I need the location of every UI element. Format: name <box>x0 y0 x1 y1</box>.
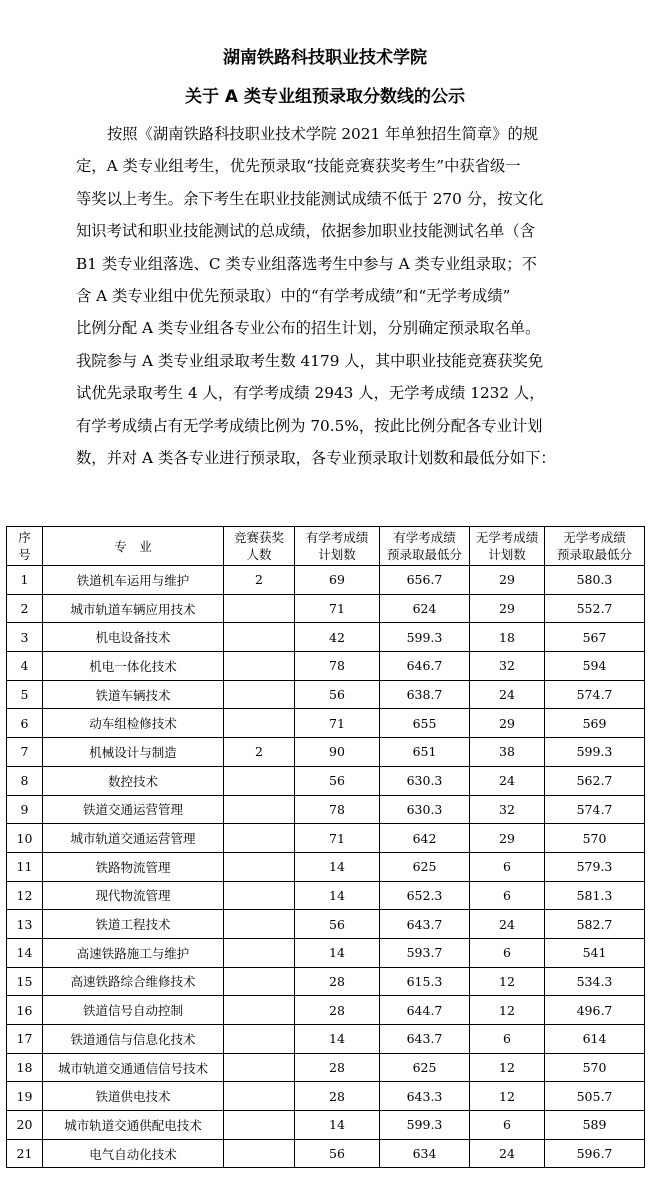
cell-award-count <box>224 938 295 967</box>
cell-with-score-plan: 14 <box>295 852 380 881</box>
cell-award-count <box>224 795 295 824</box>
header-without-score-plan: 无学考成绩 计划数 <box>470 527 545 566</box>
cell-major: 电气自动化技术 <box>43 1139 224 1168</box>
cell-major: 铁路物流管理 <box>43 852 224 881</box>
cell-with-score-plan: 28 <box>295 1082 380 1111</box>
cell-without-score-plan: 24 <box>470 910 545 939</box>
header-major: 专 业 <box>43 527 224 566</box>
cell-without-score-min: 534.3 <box>545 967 645 996</box>
table-row <box>7 1053 645 1082</box>
cell-with-score-min: 652.3 <box>380 881 470 910</box>
announcement-paragraph <box>76 118 576 474</box>
table-row <box>7 881 645 910</box>
cell-major: 机械设计与制造 <box>43 738 224 767</box>
header-with-score-plan: 有学考成绩 计划数 <box>295 527 380 566</box>
cell-award-count <box>224 1111 295 1140</box>
cell-seq: 4 <box>7 652 43 681</box>
cell-with-score-plan: 14 <box>295 881 380 910</box>
cell-with-score-plan: 69 <box>295 566 380 595</box>
paragraph-line: 等奖以上考生。余下考生在职业技能测试成绩不低于 270 分，按文化 <box>76 189 544 208</box>
paragraph-line: 我院参与 A 类专业组录取考生数 4179 人，其中职业技能竞赛获奖免 <box>76 351 544 370</box>
cell-without-score-min: 570 <box>545 1053 645 1082</box>
cell-with-score-min: 646.7 <box>380 652 470 681</box>
table-row <box>7 996 645 1025</box>
cell-with-score-min: 651 <box>380 738 470 767</box>
cell-with-score-min: 625 <box>380 852 470 881</box>
table-row <box>7 1139 645 1168</box>
cell-award-count <box>224 680 295 709</box>
cell-with-score-min: 630.3 <box>380 766 470 795</box>
table-row <box>7 738 645 767</box>
cell-seq: 19 <box>7 1082 43 1111</box>
cell-without-score-min: 505.7 <box>545 1082 645 1111</box>
cell-without-score-min: 614 <box>545 1025 645 1054</box>
table-row <box>7 566 645 595</box>
table-row <box>7 623 645 652</box>
cell-with-score-plan: 71 <box>295 594 380 623</box>
cell-award-count <box>224 1025 295 1054</box>
cell-without-score-plan: 32 <box>470 652 545 681</box>
cell-seq: 14 <box>7 938 43 967</box>
cell-without-score-plan: 6 <box>470 1111 545 1140</box>
cell-without-score-plan: 29 <box>470 566 545 595</box>
cell-with-score-min: 615.3 <box>380 967 470 996</box>
cell-major: 城市轨道交通运营管理 <box>43 824 224 853</box>
cell-without-score-min: 496.7 <box>545 996 645 1025</box>
cell-without-score-min: 552.7 <box>545 594 645 623</box>
cell-with-score-min: 630.3 <box>380 795 470 824</box>
paragraph-line: B1 类专业组落选、C 类专业组落选考生中参与 A 类专业组录取；不 <box>76 254 537 273</box>
cell-without-score-plan: 12 <box>470 1053 545 1082</box>
cell-without-score-min: 594 <box>545 652 645 681</box>
cell-major: 高速铁路综合维修技术 <box>43 967 224 996</box>
cell-major: 铁道通信与信息化技术 <box>43 1025 224 1054</box>
cell-seq: 11 <box>7 852 43 881</box>
cell-with-score-plan: 56 <box>295 766 380 795</box>
cell-with-score-min: 593.7 <box>380 938 470 967</box>
table-row <box>7 967 645 996</box>
cell-with-score-plan: 14 <box>295 1025 380 1054</box>
cell-major: 铁道工程技术 <box>43 910 224 939</box>
cell-major: 城市轨道交通供配电技术 <box>43 1111 224 1140</box>
cell-seq: 13 <box>7 910 43 939</box>
cell-seq: 21 <box>7 1139 43 1168</box>
cell-without-score-plan: 32 <box>470 795 545 824</box>
cell-with-score-min: 643.3 <box>380 1082 470 1111</box>
cell-with-score-min: 634 <box>380 1139 470 1168</box>
cell-without-score-min: 562.7 <box>545 766 645 795</box>
cell-seq: 1 <box>7 566 43 595</box>
cell-seq: 18 <box>7 1053 43 1082</box>
cell-award-count <box>224 996 295 1025</box>
cell-without-score-plan: 29 <box>470 824 545 853</box>
cell-without-score-min: 589 <box>545 1111 645 1140</box>
paragraph-line: 有学考成绩占有无学考成绩比例为 70.5%，按此比例分配各专业计划 <box>76 416 543 435</box>
table-row <box>7 766 645 795</box>
cell-without-score-plan: 6 <box>470 938 545 967</box>
cell-seq: 8 <box>7 766 43 795</box>
cell-without-score-min: 599.3 <box>545 738 645 767</box>
cell-major: 铁道车辆技术 <box>43 680 224 709</box>
table-row <box>7 1082 645 1111</box>
paragraph-line: 定，A 类专业组考生，优先预录取“技能竞赛获奖考生”中获省级一 <box>76 157 521 176</box>
cell-seq: 20 <box>7 1111 43 1140</box>
cell-seq: 3 <box>7 623 43 652</box>
notice-title: 关于 A 类专业组预录取分数线的公示 <box>185 87 465 107</box>
table-row <box>7 1025 645 1054</box>
cell-with-score-plan: 14 <box>295 938 380 967</box>
cell-award-count <box>224 852 295 881</box>
paragraph-line: 数，并对 A 类各专业进行预录取，各专业预录取计划数和最低分如下： <box>76 448 556 467</box>
cell-without-score-min: 567 <box>545 623 645 652</box>
cell-award-count <box>224 652 295 681</box>
paragraph-line: 比例分配 A 类专业组各专业公布的招生计划，分别确定预录取名单。 <box>76 319 541 338</box>
cell-without-score-min: 574.7 <box>545 795 645 824</box>
table-row <box>7 795 645 824</box>
paragraph-line: 按照《湖南铁路科技职业技术学院 2021 年单独招生简章》的规 <box>107 125 539 143</box>
cell-seq: 5 <box>7 680 43 709</box>
cell-award-count: 2 <box>224 738 295 767</box>
cell-without-score-plan: 6 <box>470 852 545 881</box>
table-header-row <box>7 527 645 566</box>
cell-with-score-min: 642 <box>380 824 470 853</box>
cell-with-score-min: 599.3 <box>380 623 470 652</box>
cell-without-score-plan: 24 <box>470 680 545 709</box>
cell-seq: 15 <box>7 967 43 996</box>
table-row <box>7 852 645 881</box>
cell-with-score-min: 655 <box>380 709 470 738</box>
table-row <box>7 1111 645 1140</box>
paragraph-line: 知识考试和职业技能测试的总成绩，依据参加职业技能测试名单（含 <box>76 222 535 241</box>
cell-with-score-plan: 56 <box>295 1139 380 1168</box>
cell-with-score-plan: 78 <box>295 795 380 824</box>
cell-award-count <box>224 910 295 939</box>
cell-major: 铁道供电技术 <box>43 1082 224 1111</box>
cell-with-score-min: 644.7 <box>380 996 470 1025</box>
cell-with-score-min: 599.3 <box>380 1111 470 1140</box>
cell-with-score-plan: 56 <box>295 910 380 939</box>
cell-without-score-plan: 24 <box>470 766 545 795</box>
cell-without-score-min: 596.7 <box>545 1139 645 1168</box>
cell-with-score-plan: 28 <box>295 967 380 996</box>
cell-with-score-min: 638.7 <box>380 680 470 709</box>
cell-award-count <box>224 1053 295 1082</box>
cell-major: 城市轨道车辆应用技术 <box>43 594 224 623</box>
cell-seq: 9 <box>7 795 43 824</box>
cell-with-score-plan: 28 <box>295 996 380 1025</box>
header-award-count: 竞赛获奖 人数 <box>224 527 295 566</box>
cell-award-count: 2 <box>224 566 295 595</box>
cell-with-score-plan: 71 <box>295 824 380 853</box>
cell-award-count <box>224 594 295 623</box>
cell-seq: 6 <box>7 709 43 738</box>
cell-award-count <box>224 824 295 853</box>
cell-without-score-min: 569 <box>545 709 645 738</box>
cell-without-score-plan: 38 <box>470 738 545 767</box>
cell-without-score-plan: 12 <box>470 1082 545 1111</box>
cell-with-score-min: 624 <box>380 594 470 623</box>
cell-major: 现代物流管理 <box>43 881 224 910</box>
table-row <box>7 709 645 738</box>
cell-without-score-min: 582.7 <box>545 910 645 939</box>
cell-seq: 7 <box>7 738 43 767</box>
cell-seq: 10 <box>7 824 43 853</box>
cell-major: 动车组检修技术 <box>43 709 224 738</box>
cell-major: 机电一体化技术 <box>43 652 224 681</box>
header-without-score-min: 无学考成绩 预录取最低分 <box>545 527 645 566</box>
cell-award-count <box>224 766 295 795</box>
cell-with-score-plan: 14 <box>295 1111 380 1140</box>
paragraph-line: 含 A 类专业组中优先预录取）中的“有学考成绩”和“无学考成绩” <box>76 286 511 305</box>
cell-with-score-min: 656.7 <box>380 566 470 595</box>
cell-major: 铁道信号自动控制 <box>43 996 224 1025</box>
cell-with-score-plan: 78 <box>295 652 380 681</box>
cell-major: 铁道机车运用与维护 <box>43 566 224 595</box>
cell-without-score-plan: 6 <box>470 881 545 910</box>
table-row <box>7 594 645 623</box>
cell-major: 高速铁路施工与维护 <box>43 938 224 967</box>
cell-without-score-plan: 12 <box>470 967 545 996</box>
cell-without-score-plan: 12 <box>470 996 545 1025</box>
table-row <box>7 938 645 967</box>
cell-with-score-min: 625 <box>380 1053 470 1082</box>
cell-award-count <box>224 1139 295 1168</box>
cell-seq: 16 <box>7 996 43 1025</box>
cell-seq: 17 <box>7 1025 43 1054</box>
cell-major: 数控技术 <box>43 766 224 795</box>
cell-without-score-min: 579.3 <box>545 852 645 881</box>
cell-major: 机电设备技术 <box>43 623 224 652</box>
header-seq: 序 号 <box>7 527 43 566</box>
cell-with-score-plan: 56 <box>295 680 380 709</box>
cell-without-score-min: 580.3 <box>545 566 645 595</box>
cell-without-score-plan: 29 <box>470 709 545 738</box>
table-row <box>7 652 645 681</box>
cell-without-score-plan: 29 <box>470 594 545 623</box>
header-with-score-min: 有学考成绩 预录取最低分 <box>380 527 470 566</box>
cell-without-score-min: 574.7 <box>545 680 645 709</box>
table-row <box>7 910 645 939</box>
cell-award-count <box>224 709 295 738</box>
cell-with-score-min: 643.7 <box>380 910 470 939</box>
cell-without-score-plan: 18 <box>470 623 545 652</box>
cell-major: 城市轨道交通通信信号技术 <box>43 1053 224 1082</box>
cell-award-count <box>224 881 295 910</box>
cell-without-score-plan: 6 <box>470 1025 545 1054</box>
cell-with-score-plan: 42 <box>295 623 380 652</box>
cell-without-score-min: 581.3 <box>545 881 645 910</box>
cell-with-score-plan: 71 <box>295 709 380 738</box>
paragraph-line: 试优先录取考生 4 人，有学考成绩 2943 人，无学考成绩 1232 人， <box>76 384 545 403</box>
cell-seq: 2 <box>7 594 43 623</box>
cell-without-score-min: 541 <box>545 938 645 967</box>
cell-award-count <box>224 1082 295 1111</box>
table-row <box>7 824 645 853</box>
cell-seq: 12 <box>7 881 43 910</box>
table-row <box>7 680 645 709</box>
school-title: 湖南铁路科技职业技术学院 <box>223 48 427 68</box>
cell-with-score-plan: 28 <box>295 1053 380 1082</box>
cell-without-score-plan: 24 <box>470 1139 545 1168</box>
cell-with-score-min: 643.7 <box>380 1025 470 1054</box>
cell-major: 铁道交通运营管理 <box>43 795 224 824</box>
cell-with-score-plan: 90 <box>295 738 380 767</box>
admission-score-table <box>6 526 645 1168</box>
cell-award-count <box>224 623 295 652</box>
cell-without-score-min: 570 <box>545 824 645 853</box>
cell-award-count <box>224 967 295 996</box>
